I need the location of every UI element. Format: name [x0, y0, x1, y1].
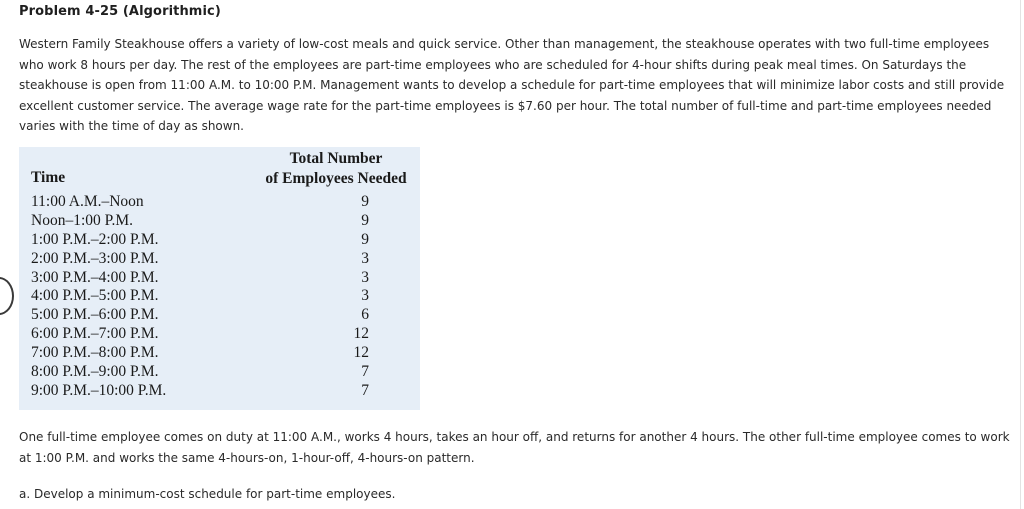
employees-needed-cell: 9 [361, 230, 369, 248]
time-cell: 7:00 P.M.–8:00 P.M. [31, 344, 159, 362]
table-row [19, 363, 420, 382]
table-row [19, 382, 420, 401]
employees-needed-cell: 3 [361, 268, 369, 286]
time-cell: 8:00 P.M.–9:00 P.M. [31, 363, 159, 381]
table-row [19, 250, 420, 269]
table-row [19, 269, 420, 288]
time-cell: 4:00 P.M.–5:00 P.M. [31, 287, 159, 305]
time-cell: 3:00 P.M.–4:00 P.M. [31, 268, 159, 286]
employees-needed-cell: 3 [361, 249, 369, 267]
time-cell: Noon–1:00 P.M. [31, 211, 134, 229]
employees-needed-cell: 9 [361, 193, 369, 210]
right-divider [1020, 0, 1021, 509]
table-row [19, 325, 420, 344]
employees-needed-cell: 9 [361, 211, 369, 229]
employees-needed-cell: 6 [361, 306, 369, 324]
table-row [19, 287, 420, 306]
column-header-employees-line2: of Employees Needed [265, 169, 407, 187]
table-row [19, 306, 420, 325]
column-header-time: Time [31, 169, 66, 186]
time-cell: 2:00 P.M.–3:00 P.M. [31, 249, 159, 267]
problem-title: Problem 4-25 (Algorithmic) [19, 4, 221, 19]
column-header-employees [253, 149, 419, 188]
employees-needed-cell: 7 [361, 381, 369, 399]
question-a: a. Develop a minimum-cost schedule for part-time employees. [19, 487, 396, 501]
employees-needed-cell: 12 [353, 325, 369, 343]
employees-needed-cell: 7 [361, 363, 369, 381]
employees-needed-table [19, 147, 420, 410]
employees-needed-cell: 3 [361, 287, 369, 305]
column-header-employees-line1: Total Number [289, 150, 383, 167]
left-edge-arc-icon [0, 277, 14, 315]
time-cell: 5:00 P.M.–6:00 P.M. [31, 306, 159, 324]
problem-intro: Western Family Steakhouse offers a variety of low-cost meals and quick service. Other than management, the steakhouse operates with two full-time employees who work 8 hours per day. The rest of the employees are part-time employees who are scheduled for 4-hour shifts during peak meal times. On Saturdays the steakhouse is open from 11:00 A.M. to 10:00 P.M. Management wants to develop a schedule for part-time employees that will minimize labor costs and still provide excellent customer service. The average wage rate for the part-time employees is $7.60 per hour. The total number of full-time and part-time employees needed varies with the time of day as shown. [19, 37, 1005, 134]
time-cell: 11:00 A.M.–Noon [31, 193, 144, 210]
employees-needed-cell: 12 [353, 344, 369, 362]
time-cell: 1:00 P.M.–2:00 P.M. [31, 230, 159, 248]
table-body [19, 193, 420, 401]
full-time-schedule-text: One full-time employee comes on duty at 11:00 A.M., works 4 hours, takes an hour off, and returns for another 4 hours. The other full-time employee comes to work at 1:00 P.M. and works the same 4-hours-on, 1-hour-off, 4-hours-on pattern. [19, 430, 1010, 465]
table-row [19, 231, 420, 250]
table-row [19, 344, 420, 363]
table-row [19, 212, 420, 231]
table-row [19, 193, 420, 212]
time-cell: 9:00 P.M.–10:00 P.M. [31, 381, 167, 399]
time-cell: 6:00 P.M.–7:00 P.M. [31, 325, 159, 343]
